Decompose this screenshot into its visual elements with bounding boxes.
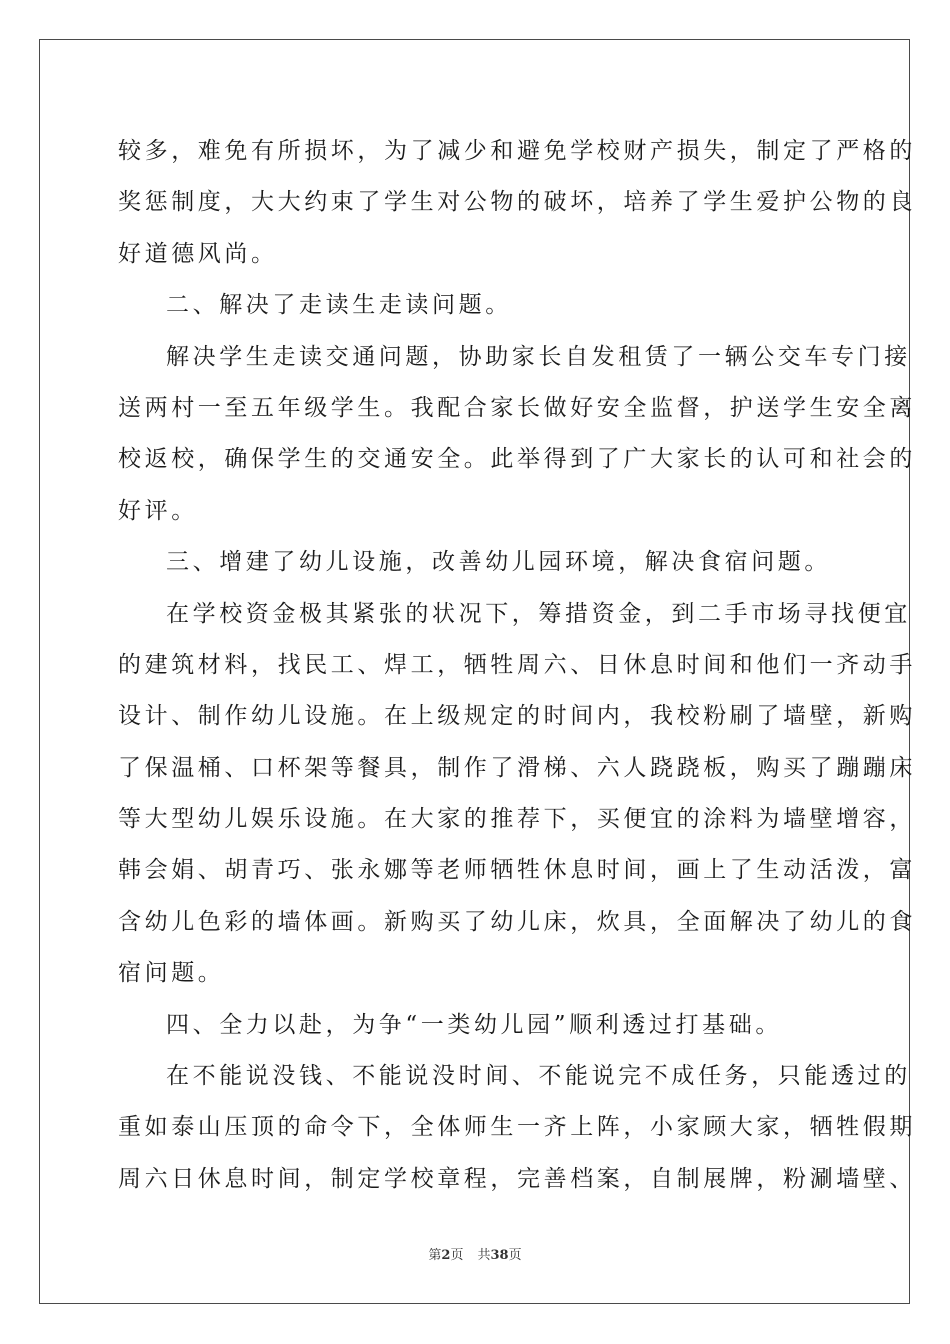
total-suffix: 页 bbox=[508, 1248, 522, 1263]
text-line: 好道德风尚。 bbox=[118, 240, 278, 267]
text-line: 含幼儿色彩的墙体画。新购买了幼儿床，炊具，全面解决了幼儿的食 bbox=[118, 908, 916, 935]
paragraph-start: 在学校资金极其紧张的状况下，筹措资金，到二手市场寻找便宜 bbox=[166, 600, 911, 627]
document-body bbox=[118, 126, 916, 1205]
text-line: 等大型幼儿娱乐设施。在大家的推荐下，买便宜的涂料为墙壁增容， bbox=[118, 806, 916, 833]
section-heading: 四、全力以赴，为争“一类幼儿园”顺利透过打基础。 bbox=[166, 1011, 782, 1038]
total-pages: 38 bbox=[490, 1248, 509, 1263]
text-line: 重如泰山压顶的命令下，全体师生一齐上阵，小家顾大家，牺牲假期 bbox=[118, 1114, 916, 1141]
section-heading: 三、增建了幼儿设施，改善幼儿园环境，解决食宿问题。 bbox=[166, 549, 831, 576]
page-prefix: 第 bbox=[428, 1248, 442, 1263]
text-line: 了保温桶、口杯架等餐具，制作了滑梯、六人跷跷板，购买了蹦蹦床 bbox=[118, 754, 916, 781]
text-line: 韩会娟、胡青巧、张永娜等老师牺牲休息时间，画上了生动活泼，富 bbox=[118, 857, 916, 884]
section-heading: 二、解决了走读生走读问题。 bbox=[166, 292, 512, 319]
text-line: 奖惩制度，大大约束了学生对公物的破坏，培养了学生爱护公物的良 bbox=[118, 189, 916, 216]
paragraph-start: 在不能说没钱、不能说没时间、不能说完不成任务，只能透过的 bbox=[166, 1063, 911, 1090]
text-line: 好评。 bbox=[118, 497, 198, 524]
page-footer bbox=[0, 1244, 950, 1263]
text-line: 的建筑材料，找民工、焊工，牺牲周六、日休息时间和他们一齐动手 bbox=[118, 651, 916, 678]
text-line: 送两村一至五年级学生。我配合家长做好安全监督，护送学生安全离 bbox=[118, 394, 916, 421]
paragraph-start: 解决学生走读交通问题，协助家长自发租赁了一辆公交车专门接 bbox=[166, 343, 911, 370]
text-line: 设计、制作幼儿设施。在上级规定的时间内，我校粉刷了墙壁，新购 bbox=[118, 703, 916, 730]
page-suffix: 页 bbox=[450, 1248, 464, 1263]
page-number: 2 bbox=[441, 1248, 451, 1263]
text-line: 宿问题。 bbox=[118, 960, 225, 987]
total-prefix: 共 bbox=[477, 1248, 491, 1263]
text-line: 校返校，确保学生的交通安全。此举得到了广大家长的认可和社会的 bbox=[118, 446, 916, 473]
text-line: 周六日休息时间，制定学校章程，完善档案，自制展牌，粉涮墙壁、 bbox=[118, 1165, 916, 1192]
text-line: 较多，难免有所损坏，为了减少和避免学校财产损失，制定了严格的 bbox=[118, 138, 916, 164]
